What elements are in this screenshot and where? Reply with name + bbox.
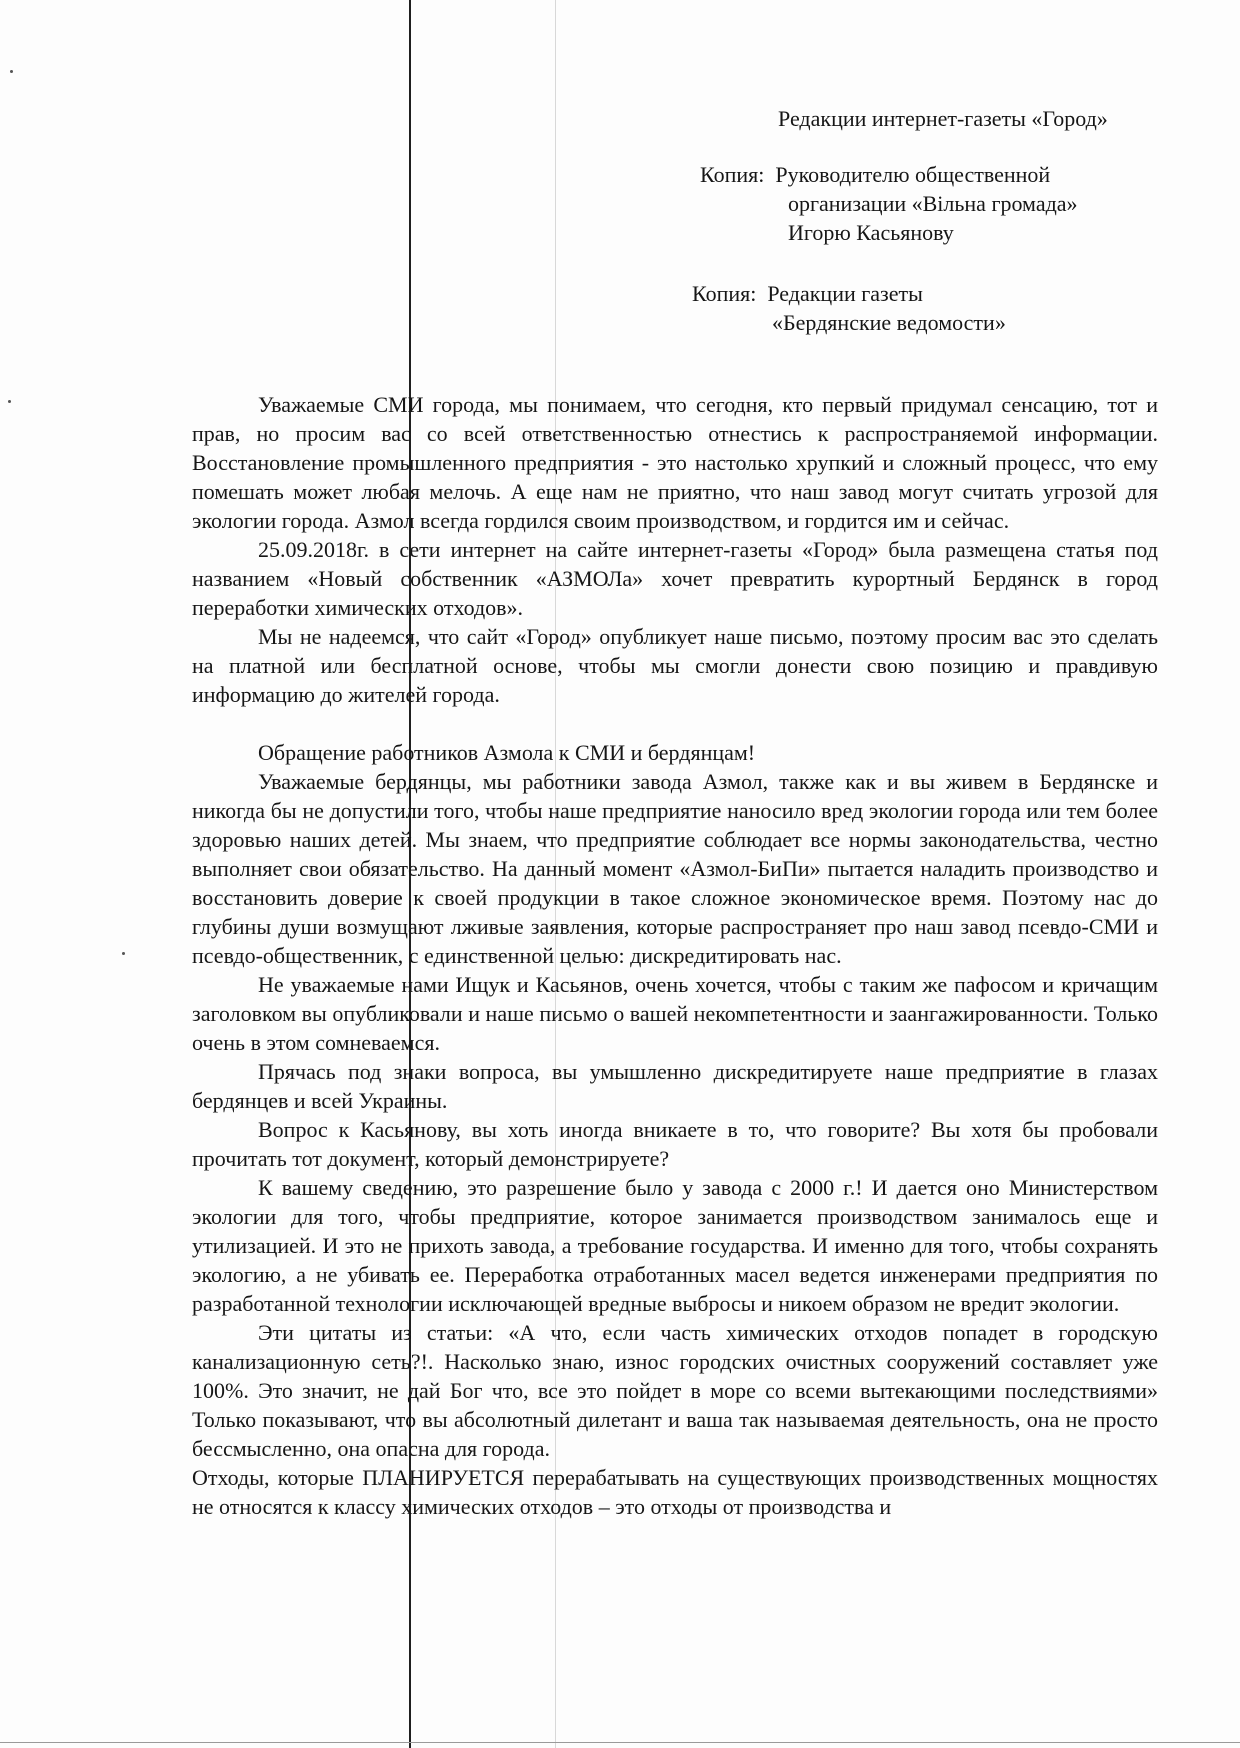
copy-label: Копия: [700,162,765,187]
copy-block-2 [692,279,1006,337]
copy1-line-1: Руководителю общественной [775,162,1051,187]
scan-speck [10,70,13,73]
paragraph: Вопрос к Касьянову, вы хоть иногда вникаете в то, что говорите? Вы хотя бы пробовали прочитать тот документ, который демонстрируете? [192,1117,1158,1171]
paragraph: К вашему сведению, это разрешение было у завода с 2000 г.! И дается оно Министерством экологии для того, чтобы предприятие, которое занимается производством занималось еще и утилизацией. И это не прихоть завода, а требование государства. И именно для того, чтобы сохранять экологию, а не убивать ее. Переработка отработанных масел ведется инженерами предприятия по разработанной технологии исключающей вредные выбросы и никоем образом не вредит экологии. [192,1175,1158,1316]
paragraph: Мы не надеемся, что сайт «Город» опубликует наше письмо, поэтому просим вас это сделать на платной или бесплатной основе, чтобы мы смогли донести свою позицию и правдивую информацию до жителей города. [192,624,1158,707]
copy2-line-1: Редакции газеты [767,281,923,306]
copy-label: Копия: [692,281,757,306]
paragraph: Уважаемые СМИ города, мы понимаем, что сегодня, кто первый придумал сенсацию, тот и прав, но просим вас со всей ответственностью отнестись к распространяемой информации. Восстановление промышленного предприятия - это настолько хрупкий и сложный процесс, что ему помешать может любая мелочь. А еще нам не приятно, что наш завод могут считать угрозой для экологии города. Азмол всегда гордился своим производством, и гордится им и сейчас. [192,392,1158,533]
paragraph: Уважаемые бердянцы, мы работники завода Азмол, также как и вы живем в Бердянске и никогда бы не допустили того, чтобы наше предприятие наносило вред экологии города или тем более здоровью наших детей. Мы знаем, что предприятие соблюдает все нормы законодательства, честно выполняет свои обязательство. На данный момент «Азмол-БиПи» пытается наладить производство и восстановить доверие к своей продукции в такое сложное экономическое время. Поэтому нас до глубины души возмущают лживые заявления, которые распространяет про наш завод псевдо-СМИ и псевдо-общественник, с единственной целью: дискредитировать нас. [192,769,1158,968]
paragraph: 25.09.2018г. в сети интернет на сайте интернет-газеты «Город» была размещена статья под названием «Новый собственник «АЗМОЛа» хочет превратить курортный Бердянск в город переработки химических отходов». [192,537,1158,620]
paragraph: Эти цитаты из статьи: «А что, если часть химических отходов попадет в городскую канализационную сеть?!. Насколько знаю, износ городских очистных сооружений составляет уже 100%. Это значит, не дай Бог что, все это пойдет в море со всеми вытекающими последствиями» Только показывают, что вы абсолютный дилетант и ваша так называемая деятельность, она не просто бессмысленно, она опасна для города. [192,1320,1158,1461]
copy-block-1 [700,160,1078,247]
copy1-line-2: организации «Вільна громада» [788,191,1078,216]
scan-speck [122,952,125,955]
appeal-heading: Обращение работников Азмола к СМИ и бердянцам! [258,740,756,765]
letter-body [192,390,1158,1521]
scan-speck [8,400,11,403]
paragraph: Прячась под знаки вопроса, вы умышленно дискредитируете наше предприятие в глазах бердянцев и всей Украины. [192,1059,1158,1113]
paragraph: Не уважаемые нами Ищук и Касьянов, очень хочется, чтобы с таким же пафосом и кричащим заголовком вы опубликовали и наше письмо о вашей некомпетентности и заангажированности. Только очень в этом сомневаемся. [192,972,1158,1055]
copy1-line-3: Игорю Касьянову [788,220,954,245]
paragraph: Отходы, которые ПЛАНИРУЕТСЯ перерабатывать на существующих производственных мощностях не относятся к классу химических отходов – это отходы от производства и [192,1465,1158,1519]
scan-bottom-edge [0,1742,1240,1743]
copy2-line-2: «Бердянские ведомости» [772,310,1006,335]
addressee-main: Редакции интернет-газеты «Город» [778,106,1108,131]
